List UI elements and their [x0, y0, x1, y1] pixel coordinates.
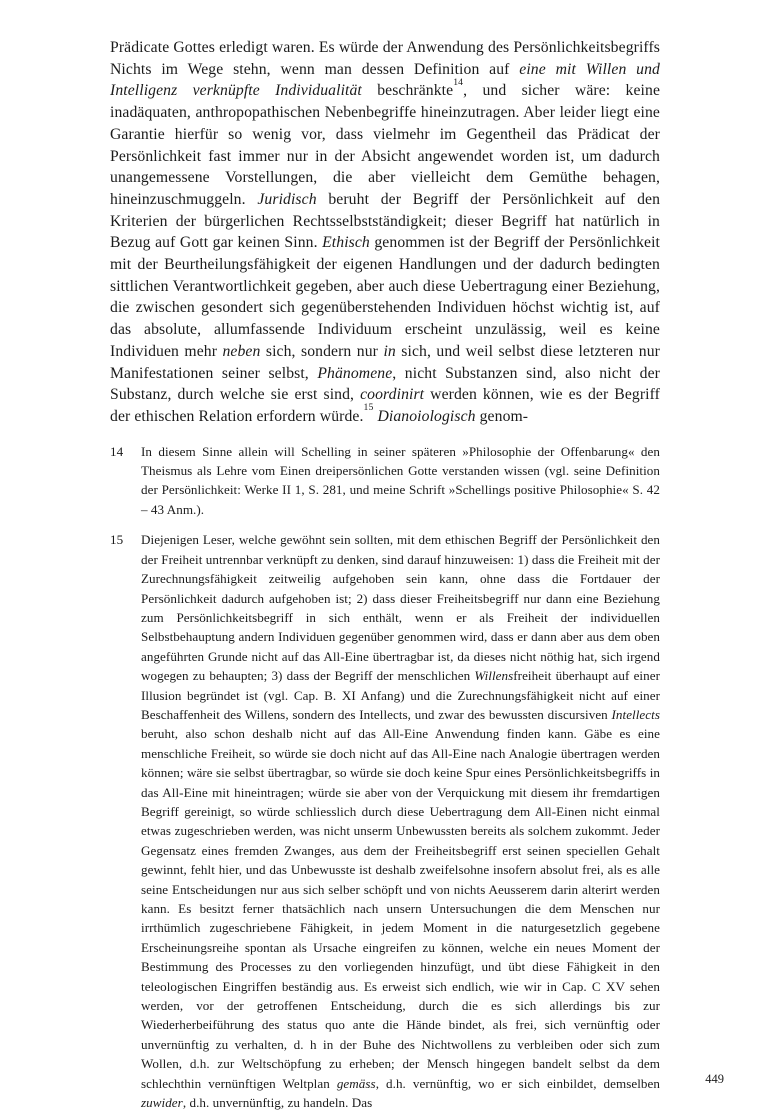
footnote-14-text: In diesem Sinne allein will Schelling in seiner späteren »Philosophie der Offenbarung« den Theismus als Lehre vom Einen dreipersönlichen Gotte verstanden wissen (vgl. seine Definition der Persönlichkeit: Werke II 1, S. 281, und meine Schrift »Schellings positive Philosophie« S. 42 – 43 Anm.). [141, 443, 660, 517]
footnotes-section [110, 442, 660, 1112]
footnote-14 [110, 442, 660, 520]
body-paragraph: Prädicate Gottes erledigt waren. Es würde der Anwendung des Persönlichkeitsbegriffs Nichts im Wege stehn, wenn man dessen Definition auf eine mit Willen und Intelligenz verknüpfte Individualität beschränkte$^{14}$, und sicher wäre: keine inadäquaten, anthropopathischen Nebenbegriffe hineinzutragen. Aber leider liegt eine Garantie hierfür so wenig vor, dass vielmehr im Gegentheil das Prädicat der Persönlichkeit fast immer nur in der Absicht angewendet worden ist, um dadurch unangemessene Vorstellungen, die aber vielleicht dem Gemüthe behagen, hineinzuschmuggeln. Juridisch beruht der Begriff der Persönlichkeit auf den Kriterien der bürgerlichen Rechtsselbstständigkeit; dieser Begriff hat natürlich in Bezug auf Gott gar keinen Sinn. Ethisch genommen ist der Begriff der Persönlichkeit mit der Beurtheilungsfähigkeit der eigenen Handlungen und der dadurch bedingten sittlichen Verantwortlichkeit gegeben, aber auch diese Uebertragung einer Beziehung, die zwischen gesondert sich gegenüberstehenden Individuen höchst wichtig ist, auf das absolute, allumfassende Individuum erscheint unzulässig, weil es keine Individuen mehr neben sich, sondern nur in sich, und weil selbst diese letzteren nur Manifestationen seiner selbst, Phänomene, nicht Substanzen sind, also nicht der Substanz, durch welche sie erst sind, coordinirt werden können, wie es der Begriff der ethischen Relation erfordern würde.$^{15}$ Dianoiologisch genom- [110, 39, 661, 425]
footnote-15-number: 15 [110, 532, 124, 548]
footnote-14-number: 14 [110, 443, 124, 459]
footnote-15-text: Diejenigen Leser, welche gewöhnt sein sollten, mit dem ethischen Begriff der Persönlichkeit den der Freiheit untrennbar verknüpft zu denken, sind darauf hinzuweisen: 1) dass die Freiheit mit der Zurechnungsfähigkeit zeitweilig aufgehoben sein kann, ohne dass die Fortdauer der Persönlichkeit dadurch aufgehoben ist; 2) dass dieser Freiheitsbegriff nur dann eine Beziehung zum Persönlichkeitsbegriff in sich enthält, wenn er als Freiheit der individuellen Selbstbehauptung andern Individuen gegenüber genommen wird, dass er dann aber aus dem oben angeführten Grunde nicht auf das All-Eine übertragbar ist, da dieses nicht nöthig hat, sich irgend wogegen zu behaupten; 3) dass der Begriff der menschlichen Willensfreiheit überhaupt auf einer Illusion begründet ist (vgl. Cap. B. XI Anfang) und die Zurechnungsfähigkeit nicht auf einer Beschaffenheit des Willens, sondern des Intellects, und zwar des bewussten discursiven Intellects beruht, also schon deshalb nicht auf das All-Eine Anwendung finden kann. Gäbe es eine menschliche Freiheit, so würde sie doch nicht auf das All-Eine nach Analogie übertragen werden können; wäre sie selbst übertragbar, so würde sie doch keine Spur eines Persönlichkeitsbegriffs in das All-Eine mit hineintragen; würde sie aber von der Verquickung mit diesem ihr fremdartigen Begriff gereinigt, so würde schliesslich durch diese Uebertragung dem All-Einen nicht einmal etwas zugeschrieben werden, was nicht unserm Unbewussten bereits als solchem zukommt. Jeder Gegensatz eines fremden Zwanges, aus dem der Freiheitsbegriff erst seinen speciellen Gehalt gewinnt, fehlt hier, und das Unbewusste ist deshalb zweifelsohne insofern absolut frei, als es alle seine Entscheidungen nur aus sich selber schöpft und von nichts Aeusserem darin alterirt werden kann. Es besitzt ferner thatsächlich nach unsern Untersuchungen die dem Menschen nur irrthümlich zugeschriebene Fähigkeit, in jedem Moment in die naturgesetzlich gegebene Erscheinungsreihe spontan als Ursache eingreifen zu können, welche ein neues Moment der Bestimmung des Processes zu den vorliegenden hinzufügt, und übt diese Fähigkeit in den teleologischen Eingriffen beständig aus. Es erweist sich endlich, wie wir in Cap. C XV sehen werden, vor der getroffenen Entscheidung, durch die es sich allerdings bis zur Wiederherbeiführung des status quo ante die Hände bindet, als frei, sich vernünftig oder unvernünftig zu verhalten, d. h in der Buhe des Nichtwollens zu verbleiben oder sich zum Wollen, d.h. zur Weltschöpfung zu erheben; der Mensch hingegen bandelt selbst da dem schlechthin vernünftigen Weltplan gemäss, d.h. vernünftig, wo er sich einbildet, demselben zuwider, d.h. unvernünftig, zu handeln. Das [141, 532, 660, 1111]
page-number: 449 [705, 1071, 724, 1086]
footnote-15 [110, 530, 660, 1112]
